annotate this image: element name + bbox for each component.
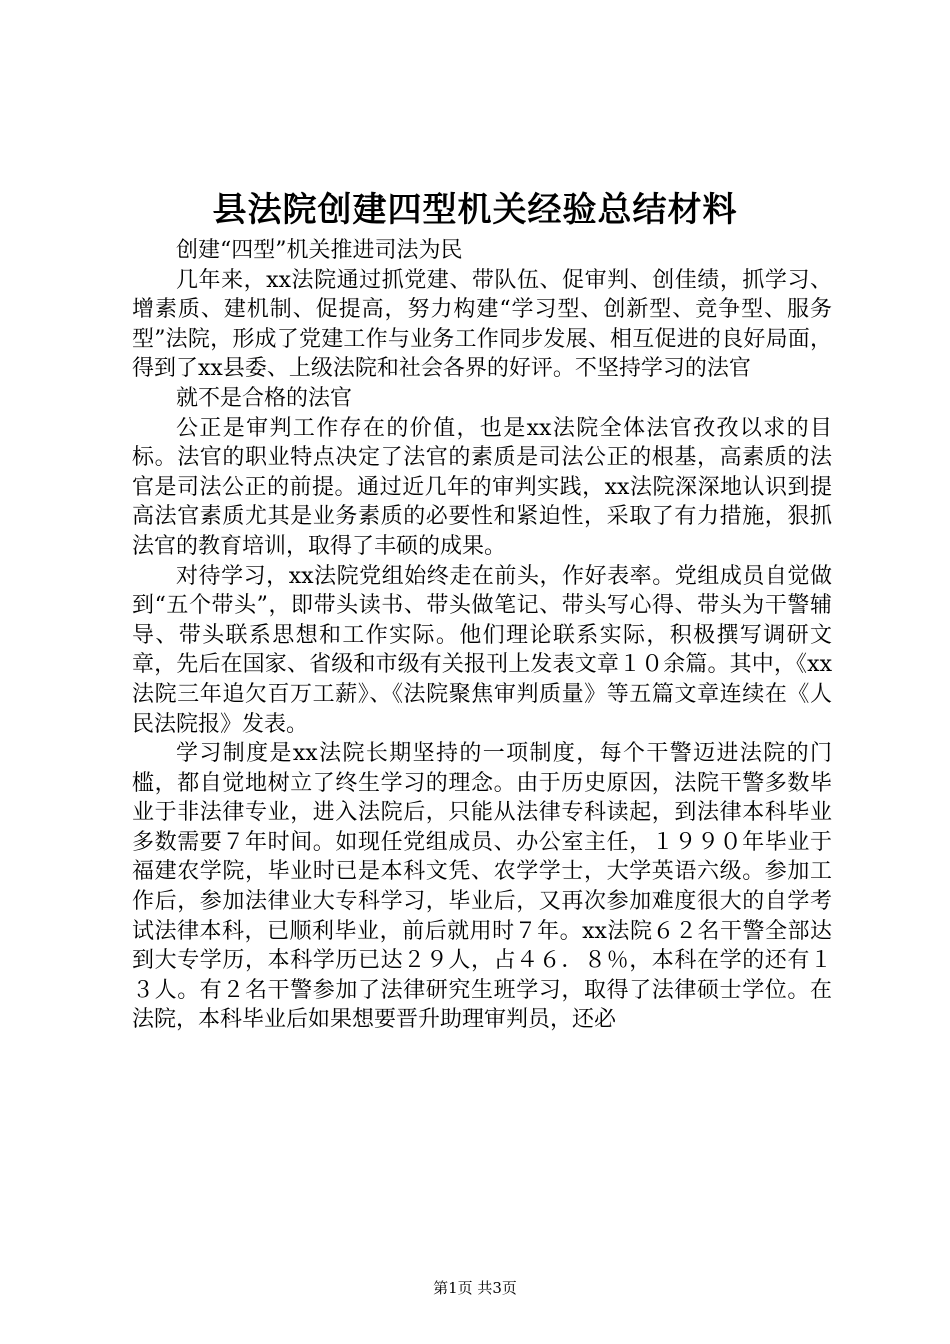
- body-paragraph: 学习制度是xx法院长期坚持的一项制度，每个干警迈进法院的门槛，都自觉地树立了终生学习的理念。由于历史原因，法院干警多数毕业于非法律专业，进入法院后，只能从法律专科读起，到法律本科毕业多数需要７年时间。如现任党组成员、办公室主任，１９９０年毕业于福建农学院，毕业时已是本科文凭、农学学士，大学英语六级。参加工作后，参加法律业大专科学习，毕业后，又再次参加难度很大的自学考试法律本科，已顺利毕业，前后就用时７年。xx法院６２名干警全部达到大专学历，本科学历已达２９人，占４６．８％，本科在学的还有１３人。有２名干警参加了法律研究生班学习，取得了法律硕士学位。在法院，本科毕业后如果想要晋升助理审判员，还必: [132, 741, 832, 1033]
- document-title: 县法院创建四型机关经验总结材料: [212, 190, 738, 230]
- document-body: [132, 236, 832, 1035]
- body-paragraph: 对待学习，xx法院党组始终走在前头，作好表率。党组成员自觉做到“五个带头”，即带头读书、带头做笔记、带头写心得、带头为干警辅导、带头联系思想和工作实际。他们理论联系实际，积极撰写调研文章，先后在国家、省级和市级有关报刊上发表文章１０余篇。其中，《xx法院三年追欠百万工薪》、《法院聚焦审判质量》等五篇文章连续在《人民法院报》发表。: [132, 563, 832, 737]
- body-paragraph: 几年来，xx法院通过抓党建、带队伍、促审判、创佳绩，抓学习、增素质、建机制、促提高，努力构建“学习型、创新型、竞争型、服务型”法院，形成了党建工作与业务工作同步发展、相互促进的良好局面，得到了xx县委、上级法院和社会各界的好评。不坚持学习的法官: [132, 267, 832, 382]
- subtitle-paragraph: 创建“四型”机关推进司法为民: [176, 238, 463, 263]
- page-footer: 第1页 共3页: [433, 1279, 517, 1297]
- body-paragraph: 就不是合格的法官: [176, 385, 353, 411]
- body-paragraph: 公正是审判工作存在的价值，也是xx法院全体法官孜孜以求的目标。法官的职业特点决定了法官的素质是司法公正的根基，高素质的法官是司法公正的前提。通过近几年的审判实践，xx法院深深地认识到提高法官素质尤其是业务素质的必要性和紧迫性，采取了有力措施，狠抓法官的教育培训，取得了丰硕的成果。: [132, 415, 832, 559]
